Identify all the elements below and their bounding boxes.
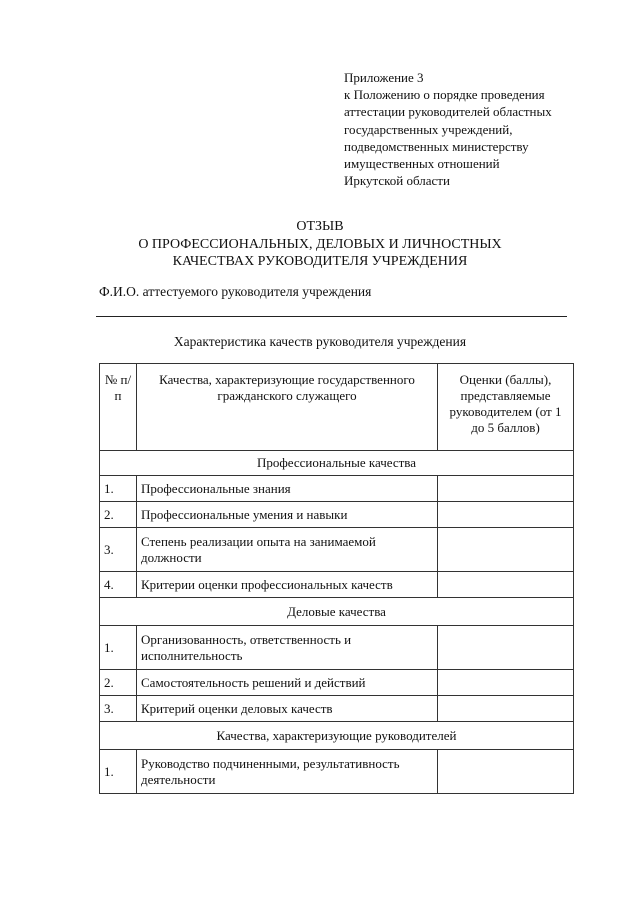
section-title: Качества, характеризующие руководителей bbox=[100, 722, 574, 750]
table-row bbox=[100, 502, 574, 528]
row-score-cell[interactable] bbox=[438, 626, 574, 670]
appendix-line: аттестации руководителей областных bbox=[344, 104, 552, 120]
row-score-cell[interactable] bbox=[438, 572, 574, 598]
table-row bbox=[100, 696, 574, 722]
appendix-line: имущественных отношений bbox=[344, 156, 500, 172]
appendix-note bbox=[344, 69, 604, 189]
row-number: 2. bbox=[100, 502, 137, 528]
header-score: Оценки (баллы), представляемые руководителем (от 1 до 5 баллов) bbox=[438, 364, 574, 451]
row-number: 4. bbox=[100, 572, 137, 598]
header-quality: Качества, характеризующие государственного гражданского служащего bbox=[137, 364, 438, 451]
section-title: Профессиональные качества bbox=[100, 451, 574, 476]
row-quality: Степень реализации опыта на занимаемой должности bbox=[137, 528, 438, 572]
appendix-line: Иркутской области bbox=[344, 173, 450, 189]
qualities-table bbox=[99, 363, 574, 794]
row-score-cell[interactable] bbox=[438, 696, 574, 722]
row-quality: Профессиональные умения и навыки bbox=[137, 502, 438, 528]
row-quality: Руководство подчиненными, результативность деятельности bbox=[137, 750, 438, 794]
table-row bbox=[100, 528, 574, 572]
section-row bbox=[100, 722, 574, 750]
title-line: ОТЗЫВ bbox=[296, 219, 344, 234]
row-number: 2. bbox=[100, 670, 137, 696]
section-title: Деловые качества bbox=[100, 598, 574, 626]
appendix-line: подведомственных министерству bbox=[344, 138, 529, 154]
row-score-cell[interactable] bbox=[438, 750, 574, 794]
fio-label: Ф.И.О. аттестуемого руководителя учреждения bbox=[99, 284, 372, 299]
row-score-cell[interactable] bbox=[438, 528, 574, 572]
table-row bbox=[100, 626, 574, 670]
row-quality: Профессиональные знания bbox=[137, 476, 438, 502]
table-row bbox=[100, 750, 574, 794]
title-line: КАЧЕСТВАХ РУКОВОДИТЕЛЯ УЧРЕЖДЕНИЯ bbox=[172, 254, 468, 269]
row-quality: Критерии оценки профессиональных качеств bbox=[137, 572, 438, 598]
appendix-line: государственных учреждений, bbox=[344, 121, 513, 137]
row-score-cell[interactable] bbox=[438, 476, 574, 502]
row-number: 1. bbox=[100, 476, 137, 502]
section-row bbox=[100, 598, 574, 626]
row-score-cell[interactable] bbox=[438, 502, 574, 528]
table-row bbox=[100, 670, 574, 696]
section-row bbox=[100, 451, 574, 476]
table-header-row bbox=[100, 364, 574, 451]
row-score-cell[interactable] bbox=[438, 670, 574, 696]
appendix-line: Приложение 3 bbox=[344, 70, 424, 85]
table-row bbox=[100, 572, 574, 598]
row-quality: Критерий оценки деловых качеств bbox=[137, 696, 438, 722]
row-number: 3. bbox=[100, 696, 137, 722]
row-quality: Самостоятельность решений и действий bbox=[137, 670, 438, 696]
document-title bbox=[0, 218, 640, 271]
title-line: О ПРОФЕССИОНАЛЬНЫХ, ДЕЛОВЫХ И ЛИЧНОСТНЫХ bbox=[138, 236, 502, 252]
row-number: 3. bbox=[100, 528, 137, 572]
row-quality: Организованность, ответственность и исполнительность bbox=[137, 626, 438, 670]
header-num: № п/п bbox=[100, 364, 137, 451]
row-number: 1. bbox=[100, 626, 137, 670]
appendix-line: к Положению о порядке проведения bbox=[344, 87, 545, 103]
row-number: 1. bbox=[100, 750, 137, 794]
table-caption: Характеристика качеств руководителя учреждения bbox=[173, 334, 467, 349]
fio-input-line[interactable] bbox=[96, 316, 567, 317]
table-row bbox=[100, 476, 574, 502]
